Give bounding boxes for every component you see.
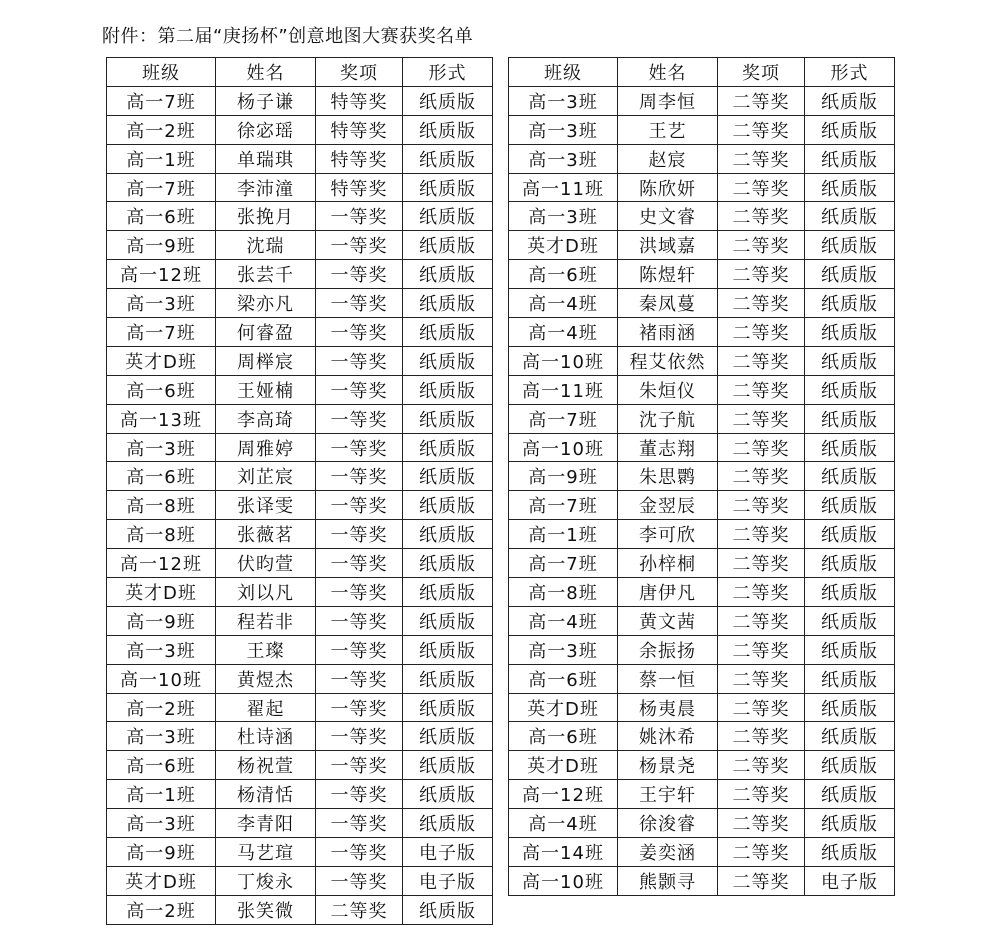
name-cell: 董志翔 xyxy=(618,433,718,462)
name-cell: 秦凤蔓 xyxy=(618,289,718,318)
award-cell: 二等奖 xyxy=(718,520,805,549)
table-row xyxy=(509,838,895,867)
table-row xyxy=(107,809,493,838)
class-cell: 高一8班 xyxy=(509,578,618,607)
format-cell: 纸质版 xyxy=(403,202,493,231)
format-cell: 纸质版 xyxy=(403,433,493,462)
award-cell: 二等奖 xyxy=(718,635,805,664)
table-row xyxy=(509,202,895,231)
class-cell: 高一3班 xyxy=(107,635,216,664)
class-cell: 英才D班 xyxy=(107,578,216,607)
class-cell: 英才D班 xyxy=(107,346,216,375)
award-cell: 二等奖 xyxy=(718,404,805,433)
class-cell: 高一7班 xyxy=(107,173,216,202)
format-cell: 纸质版 xyxy=(805,231,895,260)
table-row xyxy=(107,375,493,404)
table-row xyxy=(107,115,493,144)
table-row xyxy=(107,404,493,433)
award-cell: 一等奖 xyxy=(316,635,403,664)
table-row xyxy=(107,462,493,491)
format-cell: 电子版 xyxy=(403,866,493,895)
name-cell: 赵宸 xyxy=(618,144,718,173)
award-cell: 二等奖 xyxy=(718,202,805,231)
class-cell: 高一10班 xyxy=(509,433,618,462)
format-cell: 纸质版 xyxy=(403,895,493,924)
award-cell: 一等奖 xyxy=(316,520,403,549)
table-row xyxy=(509,260,895,289)
award-cell: 二等奖 xyxy=(718,433,805,462)
award-cell: 一等奖 xyxy=(316,346,403,375)
award-cell: 二等奖 xyxy=(718,346,805,375)
table-row xyxy=(107,780,493,809)
format-cell: 纸质版 xyxy=(403,260,493,289)
format-cell: 纸质版 xyxy=(403,346,493,375)
class-cell: 高一8班 xyxy=(107,520,216,549)
award-cell: 一等奖 xyxy=(316,578,403,607)
format-cell: 纸质版 xyxy=(403,635,493,664)
table-row xyxy=(107,635,493,664)
award-cell: 二等奖 xyxy=(718,491,805,520)
name-cell: 杨子谦 xyxy=(216,86,316,115)
class-cell: 高一6班 xyxy=(509,722,618,751)
name-cell: 程若非 xyxy=(216,606,316,635)
award-cell: 一等奖 xyxy=(316,606,403,635)
format-cell: 纸质版 xyxy=(403,318,493,347)
name-cell: 马艺瑄 xyxy=(216,838,316,867)
format-cell: 纸质版 xyxy=(403,86,493,115)
name-cell: 周雅婷 xyxy=(216,433,316,462)
name-cell: 李可欣 xyxy=(618,520,718,549)
award-cell: 一等奖 xyxy=(316,751,403,780)
class-cell: 高一3班 xyxy=(107,722,216,751)
name-cell: 张芸千 xyxy=(216,260,316,289)
table-row xyxy=(509,520,895,549)
header-class: 班级 xyxy=(509,58,618,87)
winners-table-right xyxy=(508,57,895,896)
name-cell: 徐宓瑶 xyxy=(216,115,316,144)
table-row xyxy=(107,722,493,751)
format-cell: 纸质版 xyxy=(403,693,493,722)
name-cell: 程艾依然 xyxy=(618,346,718,375)
header-class: 班级 xyxy=(107,58,216,87)
format-cell: 纸质版 xyxy=(403,115,493,144)
table-row xyxy=(509,231,895,260)
class-cell: 高一12班 xyxy=(107,260,216,289)
format-cell: 纸质版 xyxy=(403,462,493,491)
class-cell: 英才D班 xyxy=(509,231,618,260)
table-row xyxy=(509,491,895,520)
name-cell: 张挽月 xyxy=(216,202,316,231)
class-cell: 高一9班 xyxy=(107,606,216,635)
name-cell: 杨景尧 xyxy=(618,751,718,780)
header-name: 姓名 xyxy=(618,58,718,87)
table-row xyxy=(107,202,493,231)
class-cell: 高一4班 xyxy=(509,318,618,347)
table-row xyxy=(107,318,493,347)
class-cell: 高一3班 xyxy=(107,809,216,838)
format-cell: 纸质版 xyxy=(403,809,493,838)
name-cell: 陈煜轩 xyxy=(618,260,718,289)
award-cell: 二等奖 xyxy=(718,260,805,289)
award-cell: 一等奖 xyxy=(316,202,403,231)
class-cell: 高一7班 xyxy=(509,404,618,433)
header-format: 形式 xyxy=(805,58,895,87)
format-cell: 纸质版 xyxy=(805,722,895,751)
name-cell: 伏昀萱 xyxy=(216,549,316,578)
table-row xyxy=(107,86,493,115)
name-cell: 王璨 xyxy=(216,635,316,664)
award-cell: 一等奖 xyxy=(316,664,403,693)
name-cell: 张笑微 xyxy=(216,895,316,924)
award-cell: 二等奖 xyxy=(718,606,805,635)
table-row xyxy=(107,606,493,635)
name-cell: 李青阳 xyxy=(216,809,316,838)
name-cell: 沈瑞 xyxy=(216,231,316,260)
award-cell: 二等奖 xyxy=(718,462,805,491)
class-cell: 高一9班 xyxy=(509,462,618,491)
name-cell: 丁焌永 xyxy=(216,866,316,895)
class-cell: 高一7班 xyxy=(509,491,618,520)
table-row xyxy=(509,809,895,838)
class-cell: 高一11班 xyxy=(509,375,618,404)
format-cell: 纸质版 xyxy=(805,433,895,462)
table-header-row xyxy=(509,58,895,87)
name-cell: 李沛潼 xyxy=(216,173,316,202)
header-format: 形式 xyxy=(403,58,493,87)
format-cell: 纸质版 xyxy=(805,809,895,838)
table-row xyxy=(107,578,493,607)
format-cell: 纸质版 xyxy=(805,375,895,404)
name-cell: 张译雯 xyxy=(216,491,316,520)
name-cell: 姜奕涵 xyxy=(618,838,718,867)
format-cell: 纸质版 xyxy=(805,260,895,289)
table-row xyxy=(509,866,895,895)
name-cell: 孙梓桐 xyxy=(618,549,718,578)
format-cell: 纸质版 xyxy=(403,404,493,433)
award-cell: 二等奖 xyxy=(718,144,805,173)
name-cell: 王娅楠 xyxy=(216,375,316,404)
format-cell: 纸质版 xyxy=(805,635,895,664)
table-row xyxy=(509,115,895,144)
award-cell: 二等奖 xyxy=(718,866,805,895)
table-row xyxy=(509,289,895,318)
award-cell: 特等奖 xyxy=(316,115,403,144)
table-row xyxy=(509,86,895,115)
format-cell: 纸质版 xyxy=(805,144,895,173)
format-cell: 纸质版 xyxy=(805,404,895,433)
name-cell: 金翌辰 xyxy=(618,491,718,520)
award-cell: 二等奖 xyxy=(718,318,805,347)
award-cell: 二等奖 xyxy=(718,289,805,318)
table-row xyxy=(107,289,493,318)
class-cell: 高一10班 xyxy=(509,346,618,375)
name-cell: 徐浚睿 xyxy=(618,809,718,838)
format-cell: 纸质版 xyxy=(403,173,493,202)
format-cell: 纸质版 xyxy=(403,606,493,635)
award-cell: 二等奖 xyxy=(718,664,805,693)
class-cell: 高一3班 xyxy=(509,144,618,173)
table-row xyxy=(509,462,895,491)
award-cell: 二等奖 xyxy=(718,578,805,607)
name-cell: 陈欣妍 xyxy=(618,173,718,202)
award-cell: 二等奖 xyxy=(718,780,805,809)
format-cell: 纸质版 xyxy=(805,549,895,578)
class-cell: 高一4班 xyxy=(509,809,618,838)
class-cell: 高一13班 xyxy=(107,404,216,433)
table-row xyxy=(107,838,493,867)
award-cell: 一等奖 xyxy=(316,404,403,433)
format-cell: 纸质版 xyxy=(403,491,493,520)
class-cell: 高一6班 xyxy=(509,664,618,693)
name-cell: 张薇茗 xyxy=(216,520,316,549)
award-cell: 一等奖 xyxy=(316,866,403,895)
class-cell: 高一11班 xyxy=(509,173,618,202)
name-cell: 唐伊凡 xyxy=(618,578,718,607)
class-cell: 高一3班 xyxy=(509,202,618,231)
award-cell: 二等奖 xyxy=(718,115,805,144)
award-cell: 二等奖 xyxy=(718,722,805,751)
name-cell: 单瑞琪 xyxy=(216,144,316,173)
format-cell: 纸质版 xyxy=(805,838,895,867)
format-cell: 纸质版 xyxy=(805,606,895,635)
format-cell: 纸质版 xyxy=(805,693,895,722)
winners-table-left xyxy=(106,57,493,925)
name-cell: 周李恒 xyxy=(618,86,718,115)
class-cell: 高一3班 xyxy=(107,433,216,462)
class-cell: 高一6班 xyxy=(107,751,216,780)
format-cell: 纸质版 xyxy=(403,289,493,318)
name-cell: 史文睿 xyxy=(618,202,718,231)
class-cell: 高一3班 xyxy=(509,635,618,664)
format-cell: 纸质版 xyxy=(403,520,493,549)
table-row xyxy=(107,433,493,462)
format-cell: 纸质版 xyxy=(805,462,895,491)
award-cell: 一等奖 xyxy=(316,809,403,838)
format-cell: 纸质版 xyxy=(805,289,895,318)
name-cell: 朱烜仪 xyxy=(618,375,718,404)
table-row xyxy=(107,895,493,924)
class-cell: 英才D班 xyxy=(509,751,618,780)
name-cell: 熊颢寻 xyxy=(618,866,718,895)
table-row xyxy=(107,231,493,260)
award-cell: 一等奖 xyxy=(316,838,403,867)
class-cell: 高一4班 xyxy=(509,606,618,635)
class-cell: 高一2班 xyxy=(107,115,216,144)
table-row xyxy=(107,549,493,578)
class-cell: 高一10班 xyxy=(107,664,216,693)
name-cell: 刘芷宸 xyxy=(216,462,316,491)
class-cell: 高一6班 xyxy=(107,202,216,231)
name-cell: 梁亦凡 xyxy=(216,289,316,318)
table-row xyxy=(107,664,493,693)
name-cell: 黄煜杰 xyxy=(216,664,316,693)
class-cell: 高一1班 xyxy=(509,520,618,549)
award-cell: 一等奖 xyxy=(316,693,403,722)
award-cell: 二等奖 xyxy=(718,838,805,867)
name-cell: 王艺 xyxy=(618,115,718,144)
table-row xyxy=(509,404,895,433)
format-cell: 纸质版 xyxy=(403,751,493,780)
table-row xyxy=(509,606,895,635)
format-cell: 纸质版 xyxy=(403,144,493,173)
class-cell: 高一10班 xyxy=(509,866,618,895)
table-row xyxy=(509,318,895,347)
award-cell: 二等奖 xyxy=(718,86,805,115)
format-cell: 电子版 xyxy=(403,838,493,867)
award-cell: 二等奖 xyxy=(718,693,805,722)
class-cell: 高一7班 xyxy=(107,318,216,347)
table-row xyxy=(107,260,493,289)
award-cell: 特等奖 xyxy=(316,173,403,202)
name-cell: 刘以凡 xyxy=(216,578,316,607)
format-cell: 纸质版 xyxy=(805,346,895,375)
format-cell: 纸质版 xyxy=(403,231,493,260)
table-row xyxy=(509,780,895,809)
award-cell: 一等奖 xyxy=(316,260,403,289)
name-cell: 沈子航 xyxy=(618,404,718,433)
table-row xyxy=(509,578,895,607)
class-cell: 高一3班 xyxy=(107,289,216,318)
name-cell: 杨清恬 xyxy=(216,780,316,809)
table-row xyxy=(509,751,895,780)
award-cell: 二等奖 xyxy=(718,231,805,260)
name-cell: 何睿盈 xyxy=(216,318,316,347)
class-cell: 高一7班 xyxy=(107,86,216,115)
table-row xyxy=(509,693,895,722)
class-cell: 高一9班 xyxy=(107,231,216,260)
class-cell: 高一1班 xyxy=(107,780,216,809)
class-cell: 高一12班 xyxy=(509,780,618,809)
table-header-row xyxy=(107,58,493,87)
name-cell: 姚沐希 xyxy=(618,722,718,751)
award-cell: 一等奖 xyxy=(316,722,403,751)
name-cell: 余振扬 xyxy=(618,635,718,664)
format-cell: 纸质版 xyxy=(805,86,895,115)
format-cell: 纸质版 xyxy=(805,578,895,607)
award-cell: 二等奖 xyxy=(316,895,403,924)
class-cell: 高一2班 xyxy=(107,693,216,722)
award-cell: 一等奖 xyxy=(316,318,403,347)
award-cell: 一等奖 xyxy=(316,780,403,809)
class-cell: 高一4班 xyxy=(509,289,618,318)
format-cell: 纸质版 xyxy=(403,549,493,578)
class-cell: 高一1班 xyxy=(107,144,216,173)
award-cell: 一等奖 xyxy=(316,491,403,520)
table-row xyxy=(107,866,493,895)
table-row xyxy=(509,635,895,664)
name-cell: 黄文茜 xyxy=(618,606,718,635)
award-cell: 一等奖 xyxy=(316,433,403,462)
header-award: 奖项 xyxy=(718,58,805,87)
award-cell: 二等奖 xyxy=(718,549,805,578)
class-cell: 高一3班 xyxy=(509,115,618,144)
name-cell: 杜诗涵 xyxy=(216,722,316,751)
table-row xyxy=(107,346,493,375)
format-cell: 纸质版 xyxy=(805,318,895,347)
award-cell: 二等奖 xyxy=(718,173,805,202)
class-cell: 高一2班 xyxy=(107,895,216,924)
table-row xyxy=(107,173,493,202)
award-cell: 二等奖 xyxy=(718,809,805,838)
class-cell: 英才D班 xyxy=(509,693,618,722)
format-cell: 电子版 xyxy=(805,866,895,895)
class-cell: 高一6班 xyxy=(107,462,216,491)
name-cell: 杨祝萱 xyxy=(216,751,316,780)
table-row xyxy=(509,346,895,375)
table-row xyxy=(509,173,895,202)
award-cell: 一等奖 xyxy=(316,231,403,260)
award-cell: 特等奖 xyxy=(316,86,403,115)
format-cell: 纸质版 xyxy=(805,202,895,231)
class-cell: 高一6班 xyxy=(509,260,618,289)
table-row xyxy=(107,693,493,722)
format-cell: 纸质版 xyxy=(403,375,493,404)
table-row xyxy=(107,520,493,549)
format-cell: 纸质版 xyxy=(805,520,895,549)
format-cell: 纸质版 xyxy=(403,722,493,751)
format-cell: 纸质版 xyxy=(805,780,895,809)
table-row xyxy=(107,751,493,780)
format-cell: 纸质版 xyxy=(805,173,895,202)
award-cell: 一等奖 xyxy=(316,289,403,318)
class-cell: 英才D班 xyxy=(107,866,216,895)
name-cell: 洪域嘉 xyxy=(618,231,718,260)
award-cell: 特等奖 xyxy=(316,144,403,173)
format-cell: 纸质版 xyxy=(805,115,895,144)
class-cell: 高一14班 xyxy=(509,838,618,867)
format-cell: 纸质版 xyxy=(805,751,895,780)
format-cell: 纸质版 xyxy=(403,780,493,809)
table-row xyxy=(509,664,895,693)
table-row xyxy=(107,144,493,173)
name-cell: 王宇轩 xyxy=(618,780,718,809)
name-cell: 翟起 xyxy=(216,693,316,722)
table-row xyxy=(107,491,493,520)
award-cell: 一等奖 xyxy=(316,549,403,578)
header-name: 姓名 xyxy=(216,58,316,87)
class-cell: 高一12班 xyxy=(107,549,216,578)
format-cell: 纸质版 xyxy=(805,664,895,693)
award-cell: 一等奖 xyxy=(316,462,403,491)
format-cell: 纸质版 xyxy=(805,491,895,520)
class-cell: 高一9班 xyxy=(107,838,216,867)
table-row xyxy=(509,722,895,751)
format-cell: 纸质版 xyxy=(403,578,493,607)
name-cell: 朱思鹮 xyxy=(618,462,718,491)
class-cell: 高一3班 xyxy=(509,86,618,115)
table-row xyxy=(509,549,895,578)
table-row xyxy=(509,144,895,173)
award-cell: 一等奖 xyxy=(316,375,403,404)
name-cell: 杨夷晨 xyxy=(618,693,718,722)
format-cell: 纸质版 xyxy=(403,664,493,693)
class-cell: 高一6班 xyxy=(107,375,216,404)
name-cell: 周榉宸 xyxy=(216,346,316,375)
table-row xyxy=(509,433,895,462)
award-cell: 二等奖 xyxy=(718,375,805,404)
table-row xyxy=(509,375,895,404)
header-award: 奖项 xyxy=(316,58,403,87)
name-cell: 褚雨涵 xyxy=(618,318,718,347)
name-cell: 蔡一恒 xyxy=(618,664,718,693)
award-cell: 二等奖 xyxy=(718,751,805,780)
class-cell: 高一7班 xyxy=(509,549,618,578)
class-cell: 高一8班 xyxy=(107,491,216,520)
name-cell: 李高琦 xyxy=(216,404,316,433)
document-title: 附件：第二届“庚扬杯”创意地图大赛获奖名单 xyxy=(102,26,474,47)
